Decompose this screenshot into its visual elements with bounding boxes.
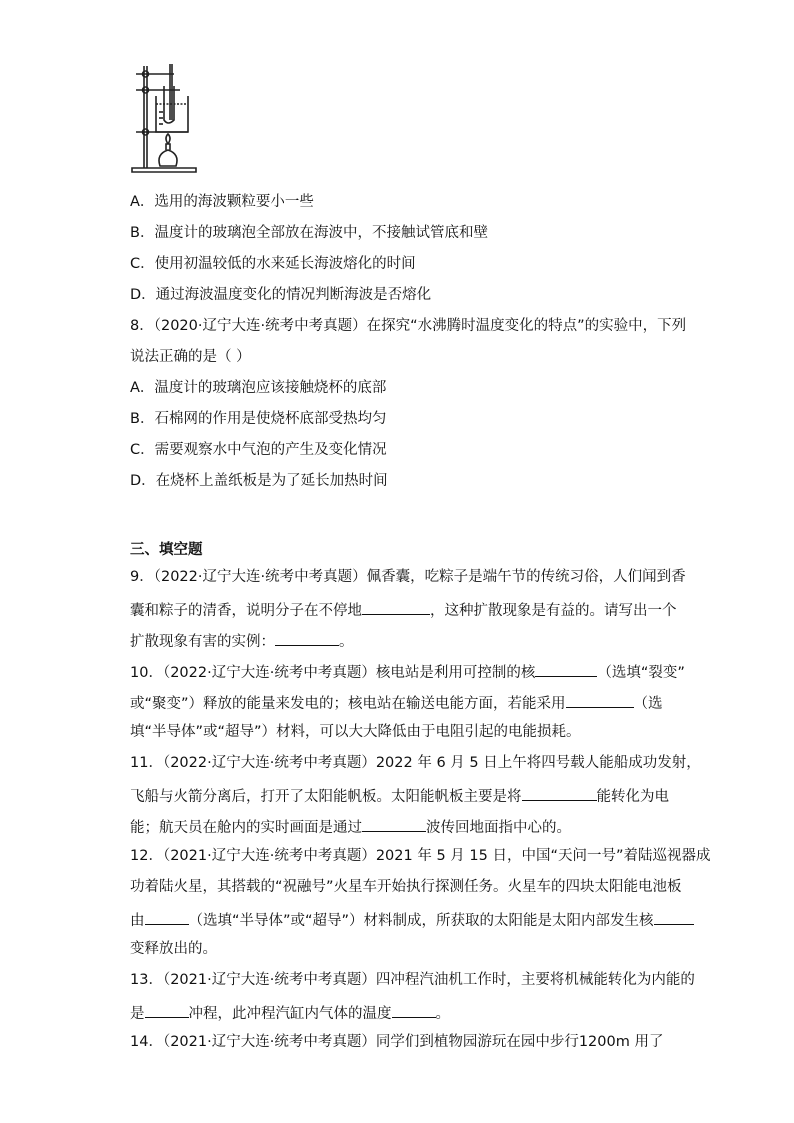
q11-line1: 11．（2022·辽宁大连·统考中考真题）2022 年 6 月 5 日上午将四号载人能船成功发射， <box>130 755 701 771</box>
q13-line1: 13．（2021·辽宁大连·统考中考真题）四冲程汽油机工作时，主要将机械能转化为内能的 <box>130 972 695 988</box>
q10-text: （选 <box>633 696 663 712</box>
answer-blank[interactable] <box>275 629 339 646</box>
q11-text: 能；航天员在舱内的实时画面是通过 <box>130 820 362 836</box>
q12-text: 由 <box>130 913 145 929</box>
q8-stem-line1: 8．（2020·辽宁大连·统考中考真题）在探究“水沸腾时温度变化的特点”的实验中，下列 <box>130 318 687 334</box>
answer-blank[interactable] <box>535 660 597 677</box>
q14-line1: 14．（2021·辽宁大连·统考中考真题）同学们到植物园游玩在园中步行1200m 用了 <box>130 1034 664 1050</box>
q10-line1 <box>130 660 685 683</box>
answer-blank[interactable] <box>654 908 694 925</box>
q7-option-a: A．选用的海波颗粒要小一些 <box>130 194 314 210</box>
q9-text: 扩散现象有害的实例： <box>130 634 275 650</box>
answer-blank[interactable] <box>566 691 634 708</box>
q9-line3 <box>130 629 354 652</box>
q7-option-c: C．使用初温较低的水来延长海波熔化的时间 <box>130 256 416 272</box>
q13-line2 <box>130 1001 450 1024</box>
q11-text: 能转化为电 <box>596 789 669 805</box>
q8-option-d: D．在烧杯上盖纸板是为了延长加热时间 <box>130 473 388 489</box>
q8-option-c: C．需要观察水中气泡的产生及变化情况 <box>130 442 387 458</box>
answer-blank[interactable] <box>145 1001 189 1018</box>
q8-option-a: A．温度计的玻璃泡应该接触烧杯的底部 <box>130 380 387 396</box>
q8-option-b: B．石棉网的作用是使烧杯底部受热均匀 <box>130 411 387 427</box>
answer-blank[interactable] <box>145 908 189 925</box>
q12-line3 <box>130 908 694 931</box>
q11-text: 飞船与火箭分离后，打开了太阳能帆板。太阳能帆板主要是将 <box>130 789 522 805</box>
answer-blank[interactable] <box>392 1001 436 1018</box>
q12-line2: 功着陆火星，其搭载的“祝融号”火星车开始执行探测任务。火星车的四块太阳能电池板 <box>130 879 682 895</box>
q12-line1: 12．（2021·辽宁大连·统考中考真题）2021 年 5 月 15 日，中国“天问一号”着陆巡视器成 <box>130 848 711 864</box>
q9-text: 囊和粽子的清香，说明分子在不停地 <box>130 603 362 619</box>
q12-line4: 变释放出的。 <box>130 941 217 957</box>
q9-text: ，这种扩散现象是有益的。请写出一个 <box>430 603 677 619</box>
answer-blank[interactable] <box>362 598 430 615</box>
q9-line2 <box>130 598 677 621</box>
q12-text: （选填“半导体”或“超导”）材料制成，所获取的太阳能是太阳内部发生核 <box>188 913 654 929</box>
q13-text: 。 <box>435 1006 450 1022</box>
q10-line3: 填“半导体”或“超导”）材料，可以大大降低由于电阻引起的电能损耗。 <box>130 724 581 740</box>
q9-line1: 9．（2022·辽宁大连·统考中考真题）佩香囊，吃粽子是端午节的传统习俗，人们闻到香 <box>130 569 686 585</box>
q11-line3 <box>130 815 571 838</box>
answer-blank[interactable] <box>522 784 597 801</box>
q10-text: 10．（2022·辽宁大连·统考中考真题）核电站是利用可控制的核 <box>130 665 536 681</box>
answer-blank[interactable] <box>362 815 426 832</box>
q7-option-d: D．通过海波温度变化的情况判断海波是否熔化 <box>130 287 432 303</box>
q11-line2 <box>130 784 669 807</box>
q7-option-b: B．温度计的玻璃泡全部放在海波中，不接触试管底和壁 <box>130 225 488 241</box>
q10-text: 或“聚变”）释放的能量来发电的；核电站在输送电能方面，若能采用 <box>130 696 566 712</box>
section-title: 三、填空题 <box>130 542 203 558</box>
q10-text: （选填“裂变” <box>597 665 685 681</box>
q8-stem-line2: 说法正确的是（ ） <box>130 349 251 365</box>
test-tube-heating-apparatus-icon <box>130 62 200 178</box>
q10-line2 <box>130 691 663 714</box>
q13-text: 冲程，此冲程汽缸内气体的温度 <box>188 1006 392 1022</box>
q9-text: 。 <box>339 634 354 650</box>
q13-text: 是 <box>130 1006 145 1022</box>
q11-text: 波传回地面指中心的。 <box>426 820 571 836</box>
